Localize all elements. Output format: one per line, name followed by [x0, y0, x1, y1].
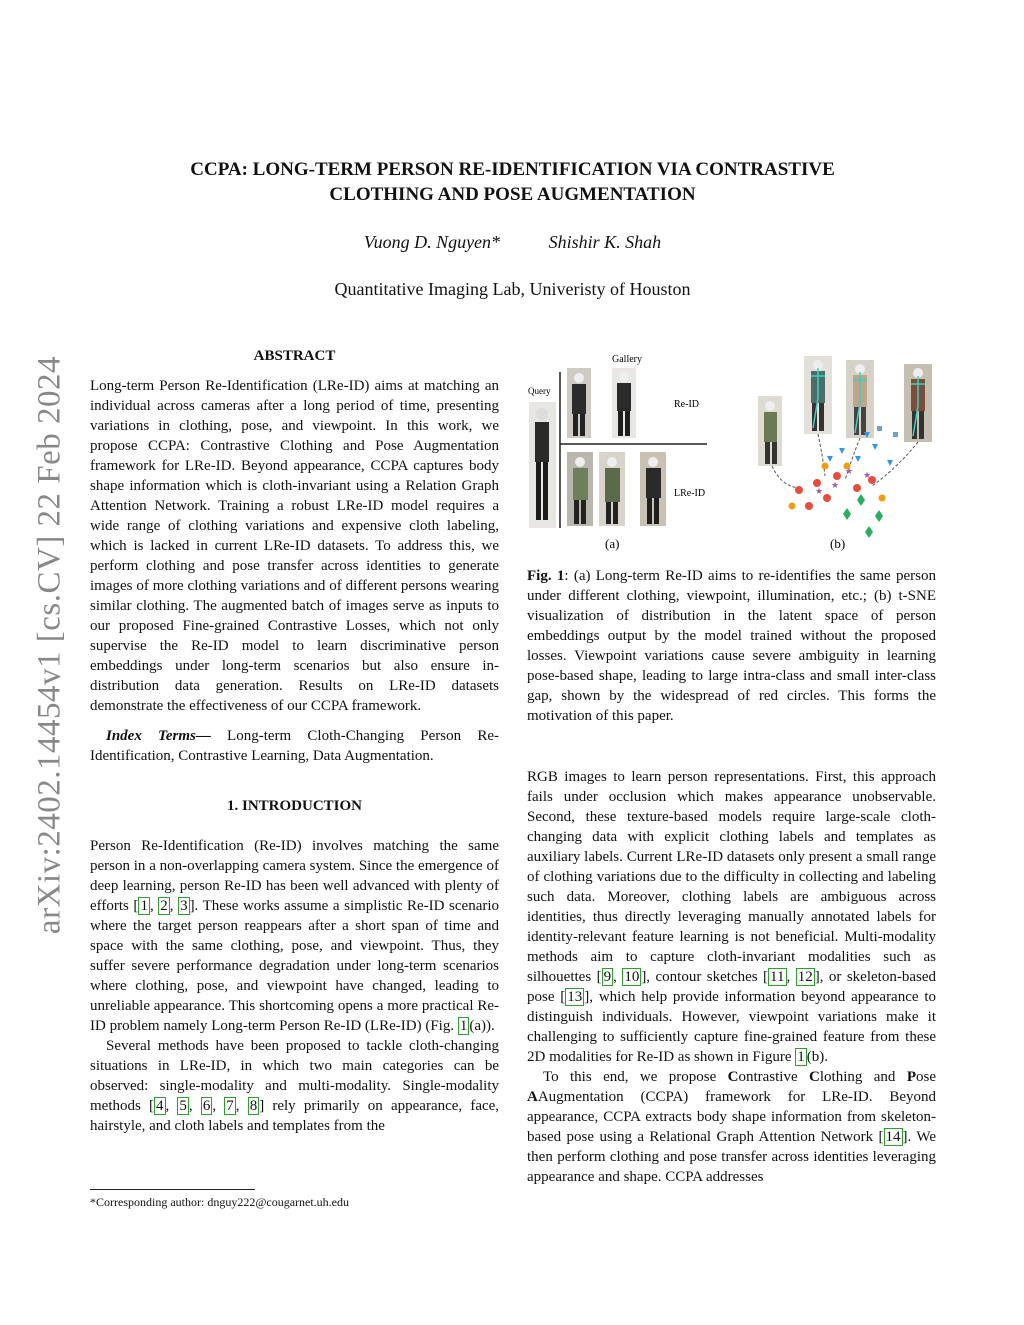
footnote: *Corresponding author: dnguy222@cougarnet.uh.edu: [90, 1195, 350, 1209]
citation-link[interactable]: 12: [797, 969, 813, 985]
svg-text:★: ★: [863, 470, 872, 480]
gallery-image-5: [640, 452, 666, 526]
right-p1-text-d: ], which help provide information beyond appearance to distinguish individuals. However, viewpoint variations make it challenging to sufficiently capture fine-grained feature from these 2D modalities for Re-ID as shown in Figure: [527, 989, 936, 1065]
caption-label: Fig. 1: [527, 568, 565, 584]
citation-link[interactable]: 2: [160, 898, 168, 914]
pose-image-3: [904, 364, 932, 442]
citation-link[interactable]: 5: [179, 1098, 187, 1114]
footnote-rule: [90, 1189, 255, 1190]
intro-p1-text-a: Person Re-Identification (Re-ID) involves matching the same person in a non-overlapping camera system. Since the emergence of deep learning, person Re-ID has been well advanced with plenty of efforts [: [90, 838, 499, 914]
subfigure-b-label: (b): [830, 536, 846, 551]
pose-image-left: [758, 396, 782, 466]
citation-link[interactable]: 8: [249, 1098, 258, 1114]
citation-link[interactable]: 6: [202, 1098, 211, 1114]
pose-image-2: [846, 360, 874, 438]
gallery-image-4: [599, 452, 625, 526]
right-p1-text-b: ], contour sketches [: [641, 969, 769, 985]
svg-text:★: ★: [815, 486, 824, 496]
gallery-label: Gallery: [612, 354, 642, 365]
citation-link[interactable]: 14: [885, 1129, 901, 1145]
intro-p2-text-b: ] rely primarily on appearance, face, hairstyle, and cloth labels and templates from the: [90, 1098, 500, 1134]
figure-1: [527, 348, 936, 554]
gallery-image-2: [612, 368, 636, 438]
index-terms-label: Index Terms—: [106, 728, 211, 744]
right-p1-text-e: (b).: [806, 1049, 829, 1065]
right-column: [527, 767, 936, 1187]
figure-1-caption: [527, 566, 936, 726]
title-line-2: CLOTHING AND POSE AUGMENTATION: [329, 184, 696, 205]
index-terms-text: Long-term Cloth-Changing Person Re-Identification, Contrastive Learning, Data Augmentation.: [90, 728, 499, 764]
intro-paragraph-1: Person Re-Identification (Re-ID) involves matching the same person in a non-overlapping camera system. Since the emergence of deep learning, person Re-ID has been well advanced with plenty of efforts [ 1 , 2 , 3 ]. These works assume a simplistic Re-ID scenario where the target person reappears after a short span of time and space with the same clothing, pose, and viewpoint. Thus, they suffer severe performance degradation under long-term scenarios where clothing, pose, and viewpoint have changed, leading to unreliable appearance. This shortcoming opens a more practical Re-ID problem namely Long-term Person Re-ID (LRe-ID) (Fig. 1 (a)).: [90, 838, 500, 1034]
query-label: Query: [528, 386, 551, 396]
arxiv-side-stamp: [30, 350, 70, 940]
citation-link[interactable]: 3: [180, 898, 188, 914]
authors: [90, 232, 935, 253]
citation-link[interactable]: 11: [770, 969, 785, 985]
index-terms: [90, 726, 499, 766]
intro-p1-text-b: ]. These works assume a simplistic Re-ID scenario where the target person reappears after a short span of time and space with the same clothing, pose, and viewpoint. Thus, they suffer severe performance degradation under long-term scenarios where clothing, pose, and viewpoint have changed, leading to unreliable appearance. This shortcoming opens a more practical Re-ID problem namely Long-term Person Re-ID (LRe-ID) (Fig.: [90, 898, 500, 1034]
left-column: [90, 346, 499, 1136]
citation-link[interactable]: 4: [156, 1098, 164, 1114]
right-paragraph-2: To this end, we propose Contrastive Clothing and Pose AAugmentation (CCPA) framework for LRe-ID. Beyond appearance, CCPA extracts body shape information from skeleton-based pose using a Relational Graph Attention Network [ 14 ]. We then perform clothing and pose transfer across identities leveraging appearance and shape. CCPA addresses: [527, 1069, 936, 1185]
citation-link[interactable]: 1: [140, 898, 148, 914]
reid-label: Re-ID: [674, 399, 699, 410]
svg-text:★: ★: [831, 480, 840, 490]
title-line-1: CCPA: LONG-TERM PERSON RE-IDENTIFICATION VIA CONTRASTIVE: [190, 159, 835, 180]
tsne-scatter: [789, 426, 899, 538]
query-person-image: [529, 402, 556, 528]
arxiv-id: arXiv:2402.14454v1 [cs.CV] 22 Feb 2024: [31, 355, 68, 935]
affiliation: Quantitative Imaging Lab, Univeristy of Houston: [334, 279, 691, 299]
lreid-label: LRe-ID: [674, 488, 706, 499]
right-p1-text-c: ], or skeleton-based pose [: [527, 969, 936, 1005]
citation-link[interactable]: 7: [226, 1098, 234, 1114]
gallery-image-3: [567, 452, 593, 526]
right-p2-text-b: Augmentation (CCPA) framework for LRe-ID. Beyond appearance, CCPA extracts body shape information from skeleton-based pose using a Relational Graph Attention Network [: [527, 1089, 936, 1145]
svg-text:★: ★: [845, 466, 854, 476]
figure-1-graphic: [527, 348, 936, 554]
intro-p1-text-c: (a)).: [469, 1018, 495, 1034]
right-p2-text-a: To this end, we propose: [543, 1069, 728, 1085]
citation-link[interactable]: 9: [603, 969, 612, 985]
right-p2-text-c: ]. We then perform clothing and pose transfer across identities leveraging appearance and shape. CCPA addresses: [527, 1129, 936, 1185]
subfigure-a-label: (a): [605, 536, 620, 551]
figure-ref-link[interactable]: 1: [459, 1018, 468, 1034]
citation-link[interactable]: 13: [567, 989, 583, 1005]
pose-image-1: [804, 356, 832, 434]
author-2: Shishir K. Shah: [548, 232, 662, 252]
caption-text: : (a) Long-term Re-ID aims to re-identifies the same person under different clothing, viewpoint, illumination, etc.; (b) t-SNE visualization of distribution in the latent space of person embeddings output by the model trained without the proposed losses. Viewpoint variations cause severe ambiguity in learning pose-based shape, leading to large intra-class and small inter-class gap, shown by the widespread of red circles. This forms the motivation of this paper.: [527, 568, 936, 724]
projection-arrows: [772, 434, 918, 488]
abstract-body: Long-term Person Re-Identification (LRe-ID) aims at matching an individual across cameras after a long period of time, presenting variations in clothing, pose, and viewpoint. In this work, we propose CCPA: Contrastive Clothing and Pose Augmentation framework for LRe-ID. Beyond appearance, CCPA captures body shape information which is cloth-invariant using a Relation Graph Attention Network. Training a robust LRe-ID model requires a wide range of clothing variations and expensive cloth labeling, which is lacked in current LRe-ID datasets. To address this, we perform clothing and pose transfer across identities to generate images of more clothing variations and of different persons wearing similar clothing. The augmented batch of images serve as inputs to our proposed Fine-grained Contrastive Losses, which not only supervise the Re-ID model to learn discriminative person embeddings under long-term scenarios but also ensure in-distribution data generation. Results on LRe-ID datasets demonstrate the effectiveness of our CCPA framework.: [90, 378, 499, 714]
figure-ref-link[interactable]: 1: [797, 1049, 805, 1065]
citation-link[interactable]: 10: [624, 969, 640, 985]
gallery-image-1: [567, 368, 591, 438]
intro-paragraph-2: Several methods have been proposed to tackle cloth-changing situations in LRe-ID, in which two main categories can be observed: single-modality and multi-modality. Single-modality methods [ 4 , 5 , 6 , 7 , 8 ] rely primarily on appearance, face, hairstyle, and cloth labels and templates from the: [90, 1038, 500, 1134]
right-p1-text-a: RGB images to learn person representations. First, this approach fails under occlusion which makes appearance unobservable. Second, these texture-based models require large-scale cloth-changing data with explicit clothing labels and templates as auxiliary labels. Current LRe-ID datasets only present a small range of clothing variations due to the difficulty in collecting and labeling such data. Moreover, clothing labels are ambiguous across identities, thus directly leveraging manually annotated labels for identity-relevant feature learning is not beneficial. Multi-modality methods aim to capture cloth-invariant modalities such as silhouettes [: [527, 769, 936, 985]
author-1: Vuong D. Nguyen*: [363, 232, 501, 252]
paper-title: [90, 157, 935, 207]
abstract-heading: ABSTRACT: [253, 348, 336, 364]
intro-p2-text-a: Several methods have been proposed to tackle cloth-changing situations in LRe-ID, in which two main categories can be observed: single-modality and multi-modality. Single-modality methods [: [90, 1038, 499, 1114]
right-paragraph-1: RGB images to learn person representations. First, this approach fails under occlusion which makes appearance unobservable. Second, these texture-based models require large-scale cloth-changing data with explicit clothing labels and templates as auxiliary labels. Current LRe-ID datasets only present a small range of clothing variations due to the difficulty in collecting and labeling such data. Moreover, clothing labels are ambiguous across identities, thus directly leveraging manually annotated labels for identity-relevant feature learning is not beneficial. Multi-modality methods aim to capture cloth-invariant modalities such as silhouettes [ 9 , 10 ], contour sketches [ 11 , 12 ], or skeleton-based pose [ 13 ], which help provide information beyond appearance to distinguish individuals. However, viewpoint variations make it challenging to sufficiently capture fine-grained feature from these 2D modalities for Re-ID as shown in Figure 1 (b).: [527, 769, 936, 1065]
intro-heading: 1. INTRODUCTION: [226, 798, 362, 814]
